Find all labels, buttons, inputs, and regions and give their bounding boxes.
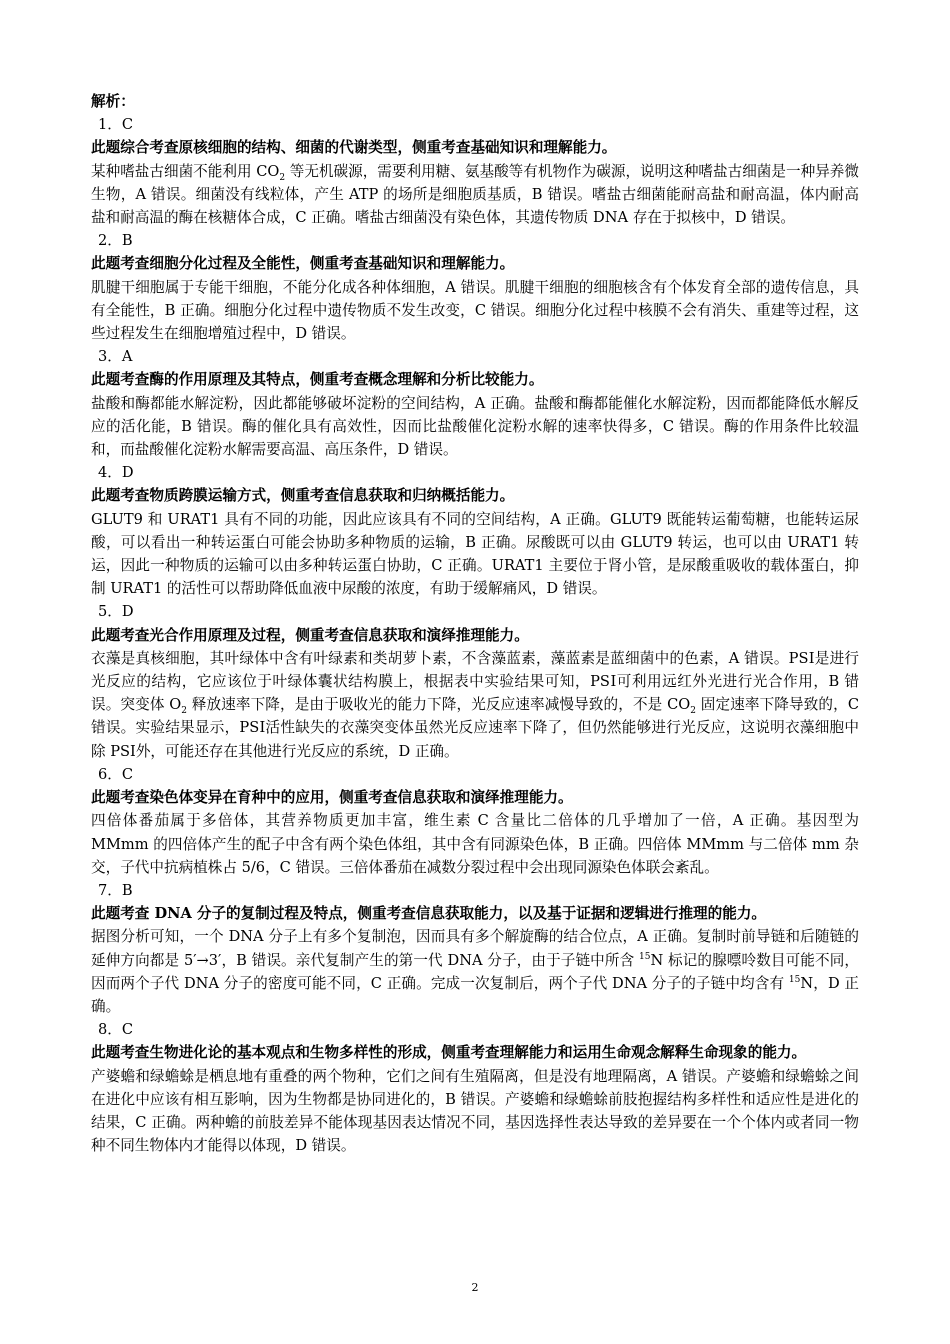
answer-2-explanation: 肌腱干细胞属于专能干细胞，不能分化成各种体细胞，A 错误。肌腱干细胞的细胞核含有个体发育全部的遗传信息，具有全能性，B 正确。细胞分化过程中遗传物质不发生改变，C 错误。细胞分化过程中核膜不会有消失、重建等过程，这些过程发生在细胞增殖过程中，D 错误。 bbox=[91, 278, 859, 343]
answer-5-number: 5．D bbox=[98, 603, 134, 621]
page-number: 2 bbox=[471, 1281, 479, 1294]
answer-3-focus: 此题考查酶的作用原理及其特点，侧重考查概念理解和分析比较能力。 bbox=[91, 371, 544, 389]
answer-5-explanation: 衣藻是真核细胞，其叶绿体中含有叶绿素和类胡萝卜素，不含藻蓝素，藻蓝素是蓝细菌中的色素，A 错误。PSⅠ是进行光反应的结构，它应该位于叶绿体囊状结构膜上，根据表中实验结果可知，PSⅠ可利用远红外光进行光合作用，B 错误。突变体 $O_2$ 释放速率下降，是由于吸收光的能力下降，光反应速率减慢导致的，不是 $CO_2$ 固定速率下降导致的，C 错误。实验结果显示，PSⅠ活性缺失的衣藻突变体虽然光反应速率下降了，但仍然能够进行光反应，这说明衣藻细胞中除 PSⅠ外，可能还存在其他进行光反应的系统，D 正确。 bbox=[91, 649, 859, 760]
answer-4-focus: 此题考查物质跨膜运输方式，侧重考查信息获取和归纳概括能力。 bbox=[91, 487, 515, 505]
answer-6-number: 6．C bbox=[98, 765, 134, 783]
answer-3-explanation: 盐酸和酶都能水解淀粉，因此都能够破坏淀粉的空间结构，A 正确。盐酸和酶都能催化水解淀粉，因而都能降低水解反应的活化能，B 错误。酶的催化具有高效性，因而比盐酸催化淀粉水解的速率快得多，C 错误。酶的作用条件比较温和，而盐酸催化淀粉水解需要高温、高压条件，D 错误。 bbox=[91, 394, 859, 459]
answer-8-focus: 此题考查生物进化论的基本观点和生物多样性的形成，侧重考查理解能力和运用生命观念解释生命现象的能力。 bbox=[91, 1044, 807, 1062]
answer-7-number: 7．B bbox=[98, 881, 133, 899]
answer-8-explanation: 产婆蟾和绿蟾蜍是栖息地有重叠的两个物种，它们之间有生殖隔离，但是没有地理隔离，A 错误。产婆蟾和绿蟾蜍之间在进化中应该有相互影响，因为生物都是协同进化的，B 错误。产婆蟾和绿蟾蜍前肢抱握结构多样性和适应性是进化的结果，C 正确。两种蟾的前肢差异不能体现基因表达情况不同，基因选择性表达导致的差异要在一个个体内或者同一物种不同生物体内才能得以体现，D 错误。 bbox=[91, 1067, 859, 1155]
answer-8-number: 8．C bbox=[98, 1021, 134, 1039]
answer-document bbox=[91, 90, 859, 1157]
answer-6-focus: 此题考查染色体变异在育种中的应用，侧重考查信息获取和演绎推理能力。 bbox=[91, 789, 573, 807]
answer-6-explanation: 四倍体番茄属于多倍体，其营养物质更加丰富，维生素 C 含量比二倍体的几乎增加了一倍，A 正确。基因型为 MMmm 的四倍体产生的配子中含有两个染色体组，其中含有同源染色体，B 正确。四倍体 MMmm 与二倍体 mm 杂交，子代中抗病植株占 5/6，C 错误。三倍体番茄在减数分裂过程中会出现同源染色体联会紊乱。 bbox=[91, 812, 859, 876]
answer-4-number: 4．D bbox=[98, 464, 134, 482]
section-heading: 解析： bbox=[91, 93, 135, 110]
answer-1-focus: 此题综合考查原核细胞的结构、细菌的代谢类型，侧重考查基础知识和理解能力。 bbox=[91, 139, 617, 157]
answer-2-focus: 此题考查细胞分化过程及全能性，侧重考查基础知识和理解能力。 bbox=[91, 255, 515, 273]
answer-3-number: 3．A bbox=[98, 348, 133, 366]
answer-7-focus: 此题考查 DNA 分子的复制过程及特点，侧重考查信息获取能力，以及基于证据和逻辑进行推理的能力。 bbox=[91, 905, 767, 923]
answer-1-number: 1．C bbox=[98, 116, 134, 134]
answer-2-number: 2．B bbox=[98, 232, 133, 250]
answer-4-explanation: GLUT9 和 URAT1 具有不同的功能，因此应该具有不同的空间结构，A 正确。GLUT9 既能转运葡萄糖，也能转运尿酸，可以看出一种转运蛋白可能会协助多种物质的运输，B 正确。尿酸既可以由 GLUT9 转运，也可以由 URAT1 转运，因此一种物质的运输可以由多种转运蛋白协助，C 正确。URAT1 主要位于肾小管，是尿酸重吸收的载体蛋白，抑制 URAT1 的活性可以帮助降低血液中尿酸的浓度，有助于缓解痛风，D 错误。 bbox=[91, 510, 859, 598]
answer-7-explanation: 据图分析可知，一个 DNA 分子上有多个复制泡，因而具有多个解旋酶的结合位点，A 正确。复制时前导链和后随链的延伸方向都是 5′→3′，B 错误。亲代复制产生的第一代 DNA 分子，由于子链中所含 $^{15}$N 标记的腺嘌呤数目可能不同，因而两个子代 DNA 分子的密度可能不同，C 正确。完成一次复制后，两个子代 DNA 分子的子链中均含有 $^{15}$N，D 正确。 bbox=[91, 928, 859, 1015]
answer-1-explanation: 某种嗜盐古细菌不能利用 $CO_2$ 等无机碳源，需要利用糖、氨基酸等有机物作为碳源，说明这种嗜盐古细菌是一种异养微生物，A 错误。细菌没有线粒体，产生 ATP 的场所是细胞质基质，B 错误。嗜盐古细菌能耐高盐和耐高温，体内耐高盐和耐高温的酶在核糖体合成，C 正确。嗜盐古细菌没有染色体，其遗传物质 DNA 存在于拟核中，D 错误。 bbox=[91, 162, 859, 227]
answer-5-focus: 此题考查光合作用原理及过程，侧重考查信息获取和演绎推理能力。 bbox=[91, 626, 529, 644]
